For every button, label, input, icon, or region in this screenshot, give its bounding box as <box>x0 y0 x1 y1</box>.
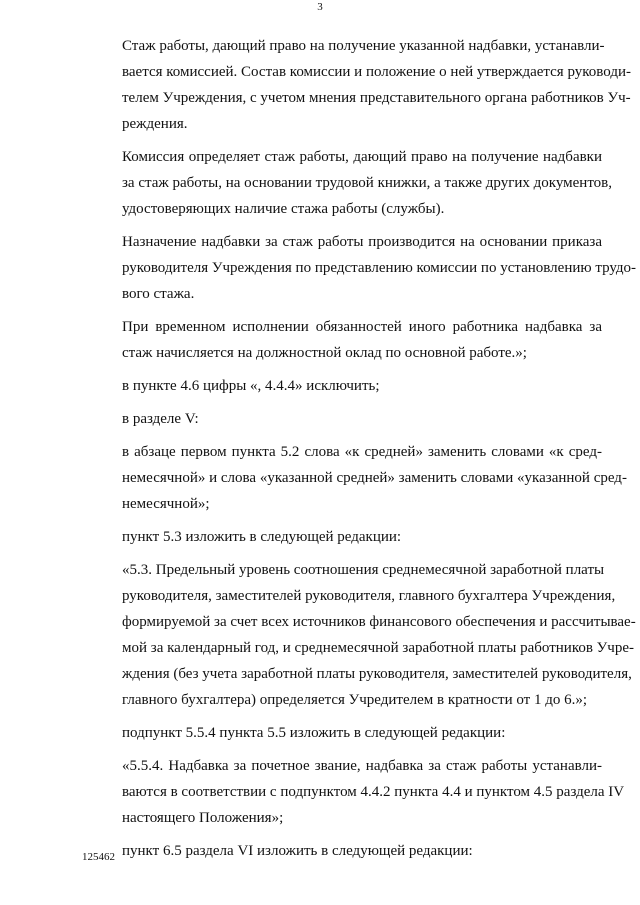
paragraph-vremennoe-ispolnenie <box>84 314 602 366</box>
page-number: 3 <box>317 1 323 13</box>
paragraph-podpunkt-5-5-4-text <box>84 753 625 831</box>
text-line: Стаж работы, дающий право на получение указанной надбавки, устанавли- <box>122 38 605 54</box>
paragraph-punkt-6-5-intro <box>84 838 602 864</box>
text-line: «5.5.4. Надбавка за почетное звание, надбавка за стаж работы устанавли- <box>122 758 602 774</box>
text-line: настоящего Положения»; <box>122 810 284 826</box>
text-line: пункт 6.5 раздела VI изложить в следующей редакции: <box>122 843 473 859</box>
paragraph-podpunkt-5-5-4-intro <box>84 720 602 746</box>
text-line: При временном исполнении обязанностей иного работника надбавка за <box>122 319 602 335</box>
paragraph-stazh-komissiya <box>84 33 631 137</box>
paragraph-punkt-5-3-text <box>84 557 636 713</box>
text-line: телем Учреждения, с учетом мнения представительного органа работников Уч- <box>122 90 631 106</box>
paragraph-punkt-4-6 <box>84 373 602 399</box>
text-line: главного бухгалтера) определяется Учредителем в кратности от 1 до 6.»; <box>122 692 588 708</box>
text-line: удостоверяющих наличие стажа работы (службы). <box>122 201 445 217</box>
paragraph-razdel-v <box>84 406 602 432</box>
document-body <box>84 33 637 871</box>
text-line: Назначение надбавки за стаж работы производится на основании приказа <box>122 234 602 250</box>
paragraph-punkt-5-3-intro <box>84 524 602 550</box>
text-line: ваются в соответствии с подпунктом 4.4.2 пункта 4.4 и пунктом 4.5 раздела IV <box>122 784 625 800</box>
text-line: вается комиссией. Состав комиссии и положение о ней утверждается руководи- <box>122 64 631 80</box>
text-line: мой за календарный год, и среднемесячной заработной платы работников Учре- <box>122 640 634 656</box>
paragraph-punkt-5-2 <box>84 439 627 517</box>
text-line: руководителя, заместителей руководителя, главного бухгалтера Учреждения, <box>122 588 616 604</box>
text-line: немесячной»; <box>122 496 210 512</box>
text-line: руководителя Учреждения по представлению комиссии по установлению трудо- <box>122 260 637 276</box>
text-line: вого стажа. <box>122 286 195 302</box>
text-line: «5.3. Предельный уровень соотношения среднемесячной заработной платы <box>122 562 605 578</box>
text-line: стаж начисляется на должностной оклад по основной работе.»; <box>122 345 527 361</box>
paragraph-komissiya-opredelyaet <box>84 144 613 222</box>
text-line: подпункт 5.5.4 пункта 5.5 изложить в следующей редакции: <box>122 725 506 741</box>
text-line: ждения (без учета заработной платы руководителя, заместителей руководителя, <box>122 666 632 682</box>
text-line: за стаж работы, на основании трудовой книжки, а также других документов, <box>122 175 613 191</box>
text-line: реждения. <box>122 116 188 132</box>
text-line: немесячной» и слова «указанной средней» заменить словами «указанной сред- <box>122 470 627 486</box>
text-line: пункт 5.3 изложить в следующей редакции: <box>122 529 402 545</box>
text-line: Комиссия определяет стаж работы, дающий право на получение надбавки <box>122 149 602 165</box>
document-id: 125462 <box>82 851 115 863</box>
text-line: формируемой за счет всех источников финансового обеспечения и рассчитывае- <box>122 614 636 630</box>
text-line: в абзаце первом пункта 5.2 слова «к средней» заменить словами «к сред- <box>122 444 602 460</box>
paragraph-naznachenie <box>84 229 637 307</box>
text-line: в разделе V: <box>122 411 199 427</box>
text-line: в пункте 4.6 цифры «, 4.4.4» исключить; <box>122 378 380 394</box>
